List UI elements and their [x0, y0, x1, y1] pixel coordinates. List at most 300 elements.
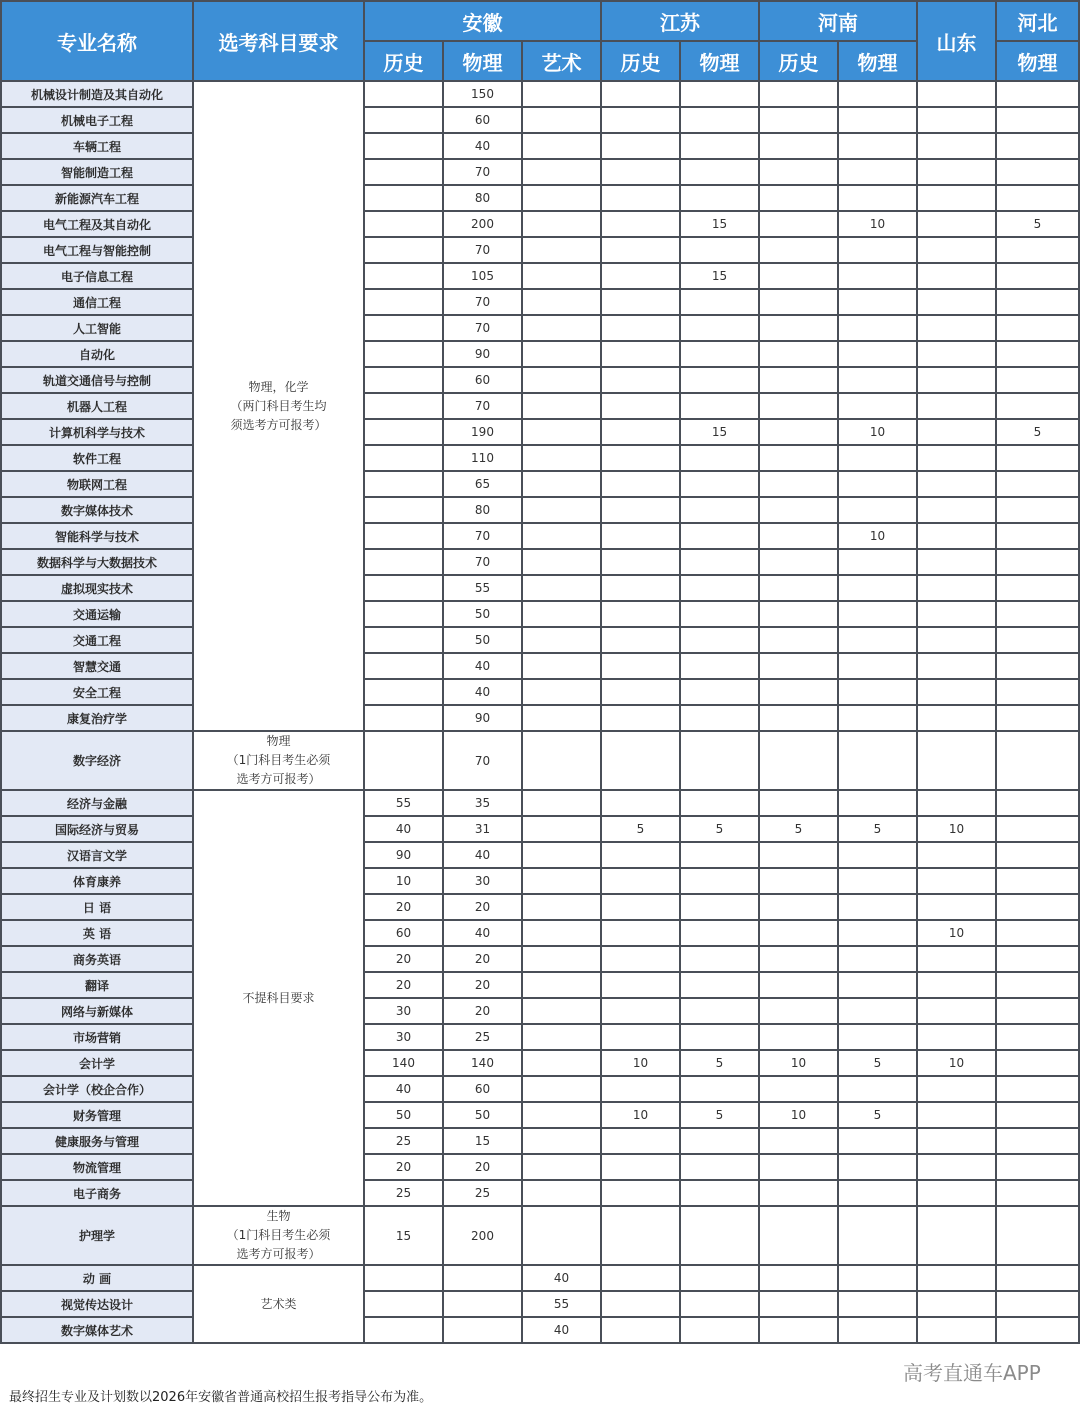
quota-cell-hebei-physics	[996, 1291, 1079, 1317]
quota-cell-anhui-physics: 90	[443, 705, 522, 731]
quota-cell-henan-history	[759, 972, 838, 998]
quota-cell-hebei-physics	[996, 185, 1079, 211]
major-name-cell: 网络与新媒体	[1, 998, 193, 1024]
quota-cell-jiangsu-history	[601, 868, 680, 894]
quota-cell-anhui-history: 25	[364, 1180, 443, 1206]
quota-cell-henan-physics	[838, 497, 917, 523]
quota-cell-henan-physics	[838, 393, 917, 419]
quota-cell-anhui-physics: 200	[443, 211, 522, 237]
table-row	[1, 842, 1079, 868]
quota-cell-jiangsu-physics	[680, 653, 759, 679]
quota-cell-anhui-physics: 15	[443, 1128, 522, 1154]
quota-cell-anhui-history: 140	[364, 1050, 443, 1076]
header-province-anhui: 安徽	[364, 1, 601, 41]
quota-cell-hebei-physics	[996, 341, 1079, 367]
major-name-cell: 人工智能	[1, 315, 193, 341]
quota-cell-anhui-physics: 35	[443, 790, 522, 816]
quota-cell-anhui-history: 25	[364, 1128, 443, 1154]
quota-cell-anhui-art	[522, 894, 601, 920]
quota-cell-anhui-art	[522, 731, 601, 790]
quota-cell-henan-history	[759, 185, 838, 211]
quota-cell-anhui-physics: 105	[443, 263, 522, 289]
quota-cell-henan-physics	[838, 237, 917, 263]
table-row	[1, 575, 1079, 601]
quota-cell-henan-history	[759, 894, 838, 920]
major-name-cell: 会计学（校企合作）	[1, 1076, 193, 1102]
header-province-shandong: 山东	[917, 1, 996, 81]
quota-cell-jiangsu-physics	[680, 1154, 759, 1180]
quota-cell-henan-history	[759, 1154, 838, 1180]
quota-cell-henan-history: 10	[759, 1050, 838, 1076]
major-name-cell: 车辆工程	[1, 133, 193, 159]
quota-cell-hebei-physics	[996, 1317, 1079, 1343]
major-name-cell: 机械设计制造及其自动化	[1, 81, 193, 107]
quota-cell-anhui-physics: 30	[443, 868, 522, 894]
table-row	[1, 471, 1079, 497]
quota-cell-anhui-physics: 150	[443, 81, 522, 107]
quota-cell-anhui-physics: 20	[443, 894, 522, 920]
quota-cell-anhui-art	[522, 972, 601, 998]
quota-cell-jiangsu-physics	[680, 497, 759, 523]
quota-cell-anhui-art	[522, 575, 601, 601]
quota-cell-anhui-history: 40	[364, 1076, 443, 1102]
quota-cell-anhui-history	[364, 341, 443, 367]
header-henan-physics: 物理	[838, 41, 917, 81]
quota-cell-anhui-physics: 20	[443, 946, 522, 972]
major-name-cell: 康复治疗学	[1, 705, 193, 731]
major-name-cell: 轨道交通信号与控制	[1, 367, 193, 393]
major-name-cell: 电子商务	[1, 1180, 193, 1206]
header-subject-requirement: 选考科目要求	[193, 1, 364, 81]
quota-cell-hebei-physics	[996, 263, 1079, 289]
quota-cell-jiangsu-history	[601, 549, 680, 575]
quota-cell-jiangsu-physics	[680, 1180, 759, 1206]
quota-cell-shandong	[917, 263, 996, 289]
quota-cell-anhui-physics: 60	[443, 1076, 522, 1102]
table-row	[1, 1180, 1079, 1206]
table-row	[1, 816, 1079, 842]
major-name-cell: 交通工程	[1, 627, 193, 653]
quota-cell-henan-history	[759, 790, 838, 816]
quota-cell-anhui-art: 40	[522, 1265, 601, 1291]
table-row	[1, 393, 1079, 419]
major-name-cell: 视觉传达设计	[1, 1291, 193, 1317]
quota-cell-anhui-art	[522, 185, 601, 211]
quota-cell-anhui-history: 55	[364, 790, 443, 816]
quota-cell-jiangsu-history	[601, 315, 680, 341]
quota-cell-henan-physics	[838, 731, 917, 790]
quota-cell-anhui-art	[522, 842, 601, 868]
table-row	[1, 1206, 1079, 1265]
major-name-cell: 数据科学与大数据技术	[1, 549, 193, 575]
quota-cell-anhui-physics: 25	[443, 1180, 522, 1206]
major-name-cell: 电气工程及其自动化	[1, 211, 193, 237]
quota-cell-jiangsu-history	[601, 653, 680, 679]
table-row	[1, 367, 1079, 393]
quota-cell-anhui-art	[522, 263, 601, 289]
quota-cell-henan-history	[759, 289, 838, 315]
quota-cell-shandong	[917, 1265, 996, 1291]
quota-cell-anhui-art	[522, 998, 601, 1024]
quota-cell-henan-history	[759, 1265, 838, 1291]
quota-cell-shandong	[917, 211, 996, 237]
quota-cell-jiangsu-physics	[680, 523, 759, 549]
quota-cell-anhui-art	[522, 1076, 601, 1102]
quota-cell-anhui-history	[364, 471, 443, 497]
quota-cell-anhui-history: 60	[364, 920, 443, 946]
quota-cell-hebei-physics	[996, 523, 1079, 549]
quota-cell-jiangsu-physics	[680, 601, 759, 627]
quota-cell-jiangsu-physics: 15	[680, 263, 759, 289]
quota-cell-henan-physics	[838, 705, 917, 731]
table-row	[1, 159, 1079, 185]
quota-cell-henan-history	[759, 471, 838, 497]
quota-cell-anhui-physics: 110	[443, 445, 522, 471]
quota-cell-jiangsu-physics	[680, 471, 759, 497]
subject-requirement-cell	[193, 790, 364, 1206]
quota-cell-henan-physics	[838, 1180, 917, 1206]
quota-cell-jiangsu-history	[601, 289, 680, 315]
quota-cell-henan-physics	[838, 289, 917, 315]
quota-cell-jiangsu-physics	[680, 731, 759, 790]
quota-cell-jiangsu-history	[601, 185, 680, 211]
quota-cell-anhui-history: 90	[364, 842, 443, 868]
quota-cell-hebei-physics	[996, 842, 1079, 868]
major-name-cell: 物流管理	[1, 1154, 193, 1180]
subject-requirement-cell	[193, 81, 364, 731]
quota-cell-henan-history	[759, 133, 838, 159]
table-row	[1, 133, 1079, 159]
quota-cell-jiangsu-history	[601, 367, 680, 393]
quota-cell-anhui-history	[364, 211, 443, 237]
quota-cell-hebei-physics	[996, 946, 1079, 972]
major-name-cell: 数字媒体技术	[1, 497, 193, 523]
quota-cell-anhui-physics: 25	[443, 1024, 522, 1050]
quota-cell-henan-physics	[838, 679, 917, 705]
quota-cell-jiangsu-history	[601, 920, 680, 946]
major-name-cell: 健康服务与管理	[1, 1128, 193, 1154]
quota-cell-henan-history	[759, 341, 838, 367]
quota-cell-anhui-art	[522, 237, 601, 263]
quota-cell-anhui-art	[522, 107, 601, 133]
major-name-cell: 虚拟现实技术	[1, 575, 193, 601]
quota-cell-jiangsu-physics: 5	[680, 1102, 759, 1128]
quota-cell-hebei-physics	[996, 1024, 1079, 1050]
major-name-cell: 新能源汽车工程	[1, 185, 193, 211]
quota-cell-jiangsu-history	[601, 731, 680, 790]
quota-cell-henan-physics	[838, 445, 917, 471]
requirement-line: 不提科目要求	[242, 990, 315, 1005]
table-row	[1, 894, 1079, 920]
quota-cell-henan-history	[759, 868, 838, 894]
quota-cell-shandong	[917, 367, 996, 393]
quota-cell-anhui-art	[522, 1154, 601, 1180]
quota-cell-shandong	[917, 107, 996, 133]
quota-cell-anhui-art	[522, 601, 601, 627]
quota-cell-henan-physics: 5	[838, 1102, 917, 1128]
requirement-line: 物理，化学	[248, 379, 309, 394]
table-row	[1, 1291, 1079, 1317]
quota-cell-anhui-history: 40	[364, 816, 443, 842]
quota-cell-anhui-history: 20	[364, 1154, 443, 1180]
quota-cell-henan-history	[759, 367, 838, 393]
quota-cell-shandong	[917, 1024, 996, 1050]
quota-cell-anhui-physics: 60	[443, 107, 522, 133]
quota-cell-anhui-history	[364, 263, 443, 289]
quota-cell-shandong	[917, 393, 996, 419]
quota-cell-anhui-physics: 60	[443, 367, 522, 393]
quota-cell-anhui-history	[364, 159, 443, 185]
quota-cell-anhui-art	[522, 289, 601, 315]
table-row	[1, 1317, 1079, 1343]
quota-cell-henan-physics	[838, 868, 917, 894]
quota-cell-anhui-physics: 40	[443, 920, 522, 946]
quota-cell-anhui-history: 10	[364, 868, 443, 894]
major-name-cell: 电气工程与智能控制	[1, 237, 193, 263]
quota-cell-anhui-art	[522, 705, 601, 731]
quota-cell-anhui-history	[364, 315, 443, 341]
quota-cell-hebei-physics	[996, 1154, 1079, 1180]
quota-cell-jiangsu-physics	[680, 1265, 759, 1291]
quota-cell-anhui-history	[364, 133, 443, 159]
quota-cell-hebei-physics	[996, 1076, 1079, 1102]
quota-cell-hebei-physics	[996, 497, 1079, 523]
major-name-cell: 安全工程	[1, 679, 193, 705]
quota-cell-jiangsu-physics: 15	[680, 211, 759, 237]
quota-cell-jiangsu-physics	[680, 549, 759, 575]
header-henan-history: 历史	[759, 41, 838, 81]
quota-cell-anhui-physics	[443, 1291, 522, 1317]
quota-cell-henan-history	[759, 679, 838, 705]
quota-cell-shandong	[917, 471, 996, 497]
quota-cell-henan-history	[759, 107, 838, 133]
quota-cell-shandong	[917, 998, 996, 1024]
quota-cell-hebei-physics	[996, 894, 1079, 920]
quota-cell-anhui-history	[364, 497, 443, 523]
quota-cell-hebei-physics	[996, 816, 1079, 842]
quota-cell-hebei-physics	[996, 1206, 1079, 1265]
quota-cell-anhui-history: 20	[364, 972, 443, 998]
quota-cell-shandong	[917, 679, 996, 705]
quota-cell-shandong	[917, 1206, 996, 1265]
table-row	[1, 1050, 1079, 1076]
quota-cell-anhui-art	[522, 868, 601, 894]
table-row	[1, 341, 1079, 367]
major-name-cell: 护理学	[1, 1206, 193, 1265]
quota-cell-shandong	[917, 1180, 996, 1206]
major-name-cell: 智慧交通	[1, 653, 193, 679]
quota-cell-jiangsu-physics	[680, 868, 759, 894]
quota-cell-anhui-art	[522, 679, 601, 705]
quota-cell-anhui-physics: 70	[443, 237, 522, 263]
quota-cell-henan-physics	[838, 946, 917, 972]
quota-cell-shandong	[917, 972, 996, 998]
quota-cell-shandong	[917, 419, 996, 445]
table-header	[1, 1, 1079, 81]
quota-cell-anhui-art	[522, 1206, 601, 1265]
quota-cell-anhui-history	[364, 549, 443, 575]
major-name-cell: 计算机科学与技术	[1, 419, 193, 445]
quota-cell-jiangsu-physics	[680, 575, 759, 601]
requirement-line: 选考方可报考）	[236, 772, 321, 786]
quota-cell-henan-history	[759, 393, 838, 419]
requirement-line: 物理	[266, 734, 291, 748]
quota-cell-henan-history	[759, 627, 838, 653]
quota-cell-hebei-physics	[996, 790, 1079, 816]
quota-cell-jiangsu-history	[601, 341, 680, 367]
quota-cell-jiangsu-physics	[680, 1206, 759, 1265]
major-name-cell: 数字经济	[1, 731, 193, 790]
quota-cell-henan-history	[759, 159, 838, 185]
quota-cell-jiangsu-physics	[680, 107, 759, 133]
quota-cell-shandong	[917, 237, 996, 263]
quota-cell-anhui-history	[364, 575, 443, 601]
quota-cell-hebei-physics: 5	[996, 211, 1079, 237]
quota-cell-shandong: 10	[917, 816, 996, 842]
quota-cell-anhui-history	[364, 601, 443, 627]
quota-cell-shandong	[917, 523, 996, 549]
header-province-jiangsu: 江苏	[601, 1, 759, 41]
major-name-cell: 财务管理	[1, 1102, 193, 1128]
quota-cell-jiangsu-history	[601, 998, 680, 1024]
quota-cell-shandong	[917, 705, 996, 731]
quota-cell-jiangsu-history	[601, 263, 680, 289]
quota-cell-henan-physics	[838, 107, 917, 133]
quota-cell-jiangsu-history	[601, 1180, 680, 1206]
table-row	[1, 81, 1079, 107]
quota-cell-henan-physics	[838, 159, 917, 185]
quota-cell-jiangsu-physics	[680, 133, 759, 159]
quota-cell-henan-physics	[838, 842, 917, 868]
quota-cell-hebei-physics	[996, 471, 1079, 497]
quota-cell-anhui-art	[522, 1180, 601, 1206]
table-row	[1, 185, 1079, 211]
quota-cell-anhui-history	[364, 445, 443, 471]
quota-cell-jiangsu-history	[601, 627, 680, 653]
quota-cell-henan-physics	[838, 1154, 917, 1180]
quota-cell-anhui-history	[364, 1291, 443, 1317]
quota-cell-anhui-art	[522, 445, 601, 471]
quota-cell-jiangsu-history	[601, 575, 680, 601]
quota-cell-shandong	[917, 445, 996, 471]
quota-cell-henan-physics	[838, 1128, 917, 1154]
quota-cell-henan-physics	[838, 575, 917, 601]
quota-cell-jiangsu-history: 10	[601, 1102, 680, 1128]
quota-cell-anhui-history: 20	[364, 894, 443, 920]
quota-cell-henan-history	[759, 653, 838, 679]
quota-cell-anhui-history	[364, 419, 443, 445]
quota-cell-jiangsu-physics	[680, 1024, 759, 1050]
quota-cell-hebei-physics	[996, 237, 1079, 263]
quota-cell-henan-history	[759, 263, 838, 289]
quota-cell-henan-physics	[838, 549, 917, 575]
quota-cell-henan-physics	[838, 601, 917, 627]
table-row	[1, 263, 1079, 289]
quota-cell-anhui-history	[364, 627, 443, 653]
requirement-line: 生物	[266, 1209, 291, 1223]
quota-cell-shandong	[917, 315, 996, 341]
quota-cell-henan-history	[759, 1076, 838, 1102]
quota-cell-shandong	[917, 1102, 996, 1128]
quota-cell-jiangsu-physics	[680, 445, 759, 471]
quota-cell-hebei-physics	[996, 393, 1079, 419]
quota-cell-henan-history	[759, 1317, 838, 1343]
quota-cell-henan-history	[759, 731, 838, 790]
table-row	[1, 946, 1079, 972]
major-name-cell: 商务英语	[1, 946, 193, 972]
quota-cell-jiangsu-physics	[680, 790, 759, 816]
table-row	[1, 1265, 1079, 1291]
quota-cell-jiangsu-history: 10	[601, 1050, 680, 1076]
quota-cell-jiangsu-history	[601, 1206, 680, 1265]
quota-cell-henan-history	[759, 549, 838, 575]
requirement-line: （两门科目考生均	[230, 398, 327, 413]
table-row	[1, 497, 1079, 523]
quota-cell-anhui-physics	[443, 1317, 522, 1343]
header-major-name: 专业名称	[1, 1, 193, 81]
table-row	[1, 679, 1079, 705]
quota-cell-shandong	[917, 653, 996, 679]
quota-cell-anhui-physics: 70	[443, 289, 522, 315]
quota-cell-anhui-history	[364, 1317, 443, 1343]
quota-cell-jiangsu-physics: 15	[680, 419, 759, 445]
quota-cell-anhui-physics: 40	[443, 653, 522, 679]
quota-cell-hebei-physics	[996, 445, 1079, 471]
table-row	[1, 237, 1079, 263]
quota-cell-anhui-art	[522, 315, 601, 341]
quota-cell-shandong	[917, 842, 996, 868]
quota-cell-jiangsu-physics	[680, 842, 759, 868]
quota-cell-anhui-art	[522, 393, 601, 419]
major-name-cell: 智能制造工程	[1, 159, 193, 185]
header-jiangsu-physics: 物理	[680, 41, 759, 81]
quota-cell-anhui-art	[522, 523, 601, 549]
quota-cell-henan-physics	[838, 1206, 917, 1265]
table-row	[1, 289, 1079, 315]
quota-cell-shandong	[917, 341, 996, 367]
major-name-cell: 物联网工程	[1, 471, 193, 497]
requirement-line: 须选考方可报考）	[230, 417, 327, 432]
quota-cell-henan-physics	[838, 471, 917, 497]
quota-cell-hebei-physics	[996, 1128, 1079, 1154]
quota-cell-hebei-physics	[996, 133, 1079, 159]
table-row	[1, 445, 1079, 471]
quota-cell-hebei-physics	[996, 972, 1079, 998]
quota-cell-jiangsu-physics	[680, 627, 759, 653]
quota-cell-henan-history	[759, 1024, 838, 1050]
quota-cell-anhui-physics: 50	[443, 627, 522, 653]
quota-cell-anhui-art	[522, 159, 601, 185]
quota-cell-anhui-physics: 20	[443, 972, 522, 998]
quota-cell-anhui-physics: 20	[443, 1154, 522, 1180]
quota-cell-henan-history	[759, 1291, 838, 1317]
quota-cell-anhui-art	[522, 653, 601, 679]
quota-cell-hebei-physics	[996, 920, 1079, 946]
quota-cell-anhui-physics: 50	[443, 1102, 522, 1128]
major-name-cell: 会计学	[1, 1050, 193, 1076]
quota-cell-shandong: 10	[917, 920, 996, 946]
table-row	[1, 523, 1079, 549]
major-name-cell: 英 语	[1, 920, 193, 946]
quota-cell-shandong	[917, 946, 996, 972]
quota-cell-henan-physics	[838, 133, 917, 159]
quota-cell-anhui-physics	[443, 1265, 522, 1291]
table-row	[1, 653, 1079, 679]
quota-cell-anhui-physics: 140	[443, 1050, 522, 1076]
quota-cell-jiangsu-history	[601, 237, 680, 263]
quota-cell-jiangsu-physics	[680, 289, 759, 315]
quota-cell-anhui-art	[522, 1128, 601, 1154]
